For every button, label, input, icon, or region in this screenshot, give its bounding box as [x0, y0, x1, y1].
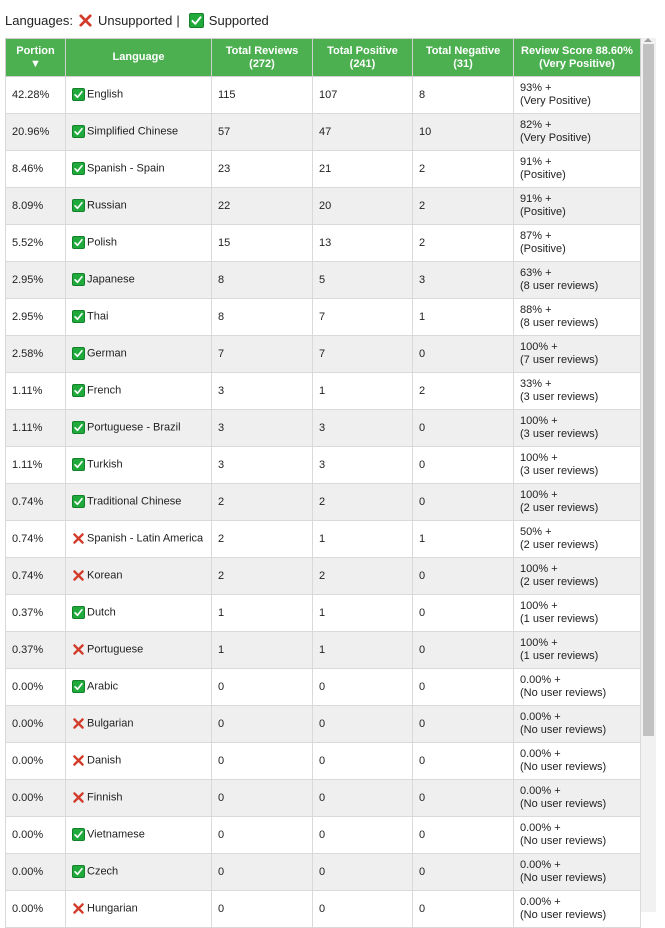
- cell-total-reviews: 0: [212, 854, 313, 891]
- score-rating: (No user reviews): [520, 724, 607, 736]
- check-icon: [72, 236, 85, 249]
- cell-total-positive: 2: [313, 484, 413, 521]
- table-header-row: [6, 39, 641, 77]
- cell-review-score: [514, 669, 641, 706]
- cell-portion: 8.09%: [6, 188, 66, 225]
- check-icon: [72, 421, 85, 434]
- cell-total-positive: 0: [313, 891, 413, 928]
- language-name: Spanish - Latin America: [87, 532, 204, 545]
- cell-total-reviews: 0: [212, 780, 313, 817]
- score-rating: (No user reviews): [520, 761, 607, 773]
- score-rating: (No user reviews): [520, 798, 607, 810]
- score-rating: (8 user reviews): [520, 317, 599, 329]
- cell-total-negative: 0: [413, 669, 514, 706]
- cell-review-score: [514, 854, 641, 891]
- language-name: Vietnamese: [87, 828, 145, 841]
- cell-review-score: [514, 558, 641, 595]
- check-icon: [72, 310, 85, 323]
- cell-total-reviews: 23: [212, 151, 313, 188]
- score-percent: 100% +: [520, 563, 558, 575]
- scrollbar-thumb[interactable]: [643, 44, 654, 736]
- cell-review-score: [514, 817, 641, 854]
- score-percent: 63% +: [520, 267, 552, 279]
- header-total-negative-count: (31): [453, 57, 473, 70]
- table-row: [6, 632, 641, 669]
- cell-total-reviews: 8: [212, 262, 313, 299]
- cell-total-positive: 13: [313, 225, 413, 262]
- cell-portion: 0.00%: [6, 854, 66, 891]
- score-rating: (Very Positive): [520, 132, 591, 144]
- cell-language: [66, 262, 212, 299]
- cell-total-negative: 0: [413, 632, 514, 669]
- cell-review-score: [514, 706, 641, 743]
- score-percent: 0.00% +: [520, 785, 561, 797]
- cell-review-score: [514, 410, 641, 447]
- language-legend: [5, 11, 269, 29]
- score-percent: 100% +: [520, 341, 558, 353]
- cell-review-score: [514, 891, 641, 928]
- cell-portion: 2.58%: [6, 336, 66, 373]
- header-review-score[interactable]: [514, 39, 641, 77]
- language-name: Portuguese - Brazil: [87, 421, 181, 434]
- language-name: Dutch: [87, 606, 116, 619]
- language-name: Portuguese: [87, 643, 144, 656]
- cell-language: [66, 114, 212, 151]
- language-name: Czech: [87, 865, 119, 878]
- cell-review-score: [514, 77, 641, 114]
- cell-total-reviews: 22: [212, 188, 313, 225]
- score-rating: (Positive): [520, 243, 566, 255]
- check-icon: [72, 495, 85, 508]
- cell-total-positive: 7: [313, 299, 413, 336]
- language-name: Japanese: [87, 273, 135, 286]
- score-percent: 100% +: [520, 637, 558, 649]
- cell-total-negative: 0: [413, 410, 514, 447]
- score-rating: (3 user reviews): [520, 465, 599, 477]
- cell-review-score: [514, 447, 641, 484]
- table-body: [6, 77, 641, 928]
- cell-total-reviews: 3: [212, 410, 313, 447]
- score-rating: (7 user reviews): [520, 354, 599, 366]
- cell-portion: 0.00%: [6, 743, 66, 780]
- cell-total-positive: 0: [313, 854, 413, 891]
- cell-language: [66, 891, 212, 928]
- check-icon: [72, 458, 85, 471]
- score-percent: 0.00% +: [520, 859, 561, 871]
- cell-total-negative: 2: [413, 225, 514, 262]
- cell-total-reviews: 0: [212, 706, 313, 743]
- language-name: Danish: [87, 754, 122, 767]
- cell-review-score: [514, 336, 641, 373]
- legend-separator: |: [176, 12, 180, 28]
- cell-total-positive: 1: [313, 632, 413, 669]
- cell-total-positive: 0: [313, 780, 413, 817]
- check-icon: [72, 384, 85, 397]
- language-name: Korean: [87, 569, 123, 582]
- cell-portion: 0.00%: [6, 817, 66, 854]
- score-percent: 91% +: [520, 156, 552, 168]
- cell-total-negative: 10: [413, 114, 514, 151]
- score-rating: (Positive): [520, 206, 566, 218]
- score-percent: 100% +: [520, 415, 558, 427]
- header-review-score-rating: (Very Positive): [539, 57, 615, 70]
- cell-portion: 0.00%: [6, 706, 66, 743]
- legend-supported-label: Supported: [208, 12, 269, 28]
- cell-total-positive: 1: [313, 373, 413, 410]
- cell-review-score: [514, 595, 641, 632]
- scroll-up-arrow-icon[interactable]: [644, 38, 652, 42]
- cell-total-negative: 0: [413, 447, 514, 484]
- cell-total-negative: 0: [413, 780, 514, 817]
- score-percent: 100% +: [520, 452, 558, 464]
- cell-total-negative: 0: [413, 484, 514, 521]
- cell-language: [66, 484, 212, 521]
- score-percent: 0.00% +: [520, 896, 561, 908]
- score-percent: 33% +: [520, 378, 552, 390]
- cell-language: [66, 188, 212, 225]
- table-row: [6, 558, 641, 595]
- score-percent: 0.00% +: [520, 711, 561, 723]
- table-row: [6, 669, 641, 706]
- cell-total-positive: 3: [313, 410, 413, 447]
- language-name: Finnish: [87, 791, 123, 804]
- check-icon: [72, 88, 85, 101]
- cell-language: [66, 743, 212, 780]
- table-row: [6, 188, 641, 225]
- cell-total-reviews: 2: [212, 558, 313, 595]
- cell-total-positive: 0: [313, 743, 413, 780]
- cell-total-negative: 0: [413, 817, 514, 854]
- cell-language: [66, 336, 212, 373]
- cell-total-negative: 0: [413, 558, 514, 595]
- score-percent: 100% +: [520, 489, 558, 501]
- cell-review-score: [514, 262, 641, 299]
- cell-total-positive: 1: [313, 595, 413, 632]
- header-total-positive-label: Total Positive: [327, 44, 398, 57]
- cell-total-reviews: 3: [212, 447, 313, 484]
- cell-portion: 0.74%: [6, 521, 66, 558]
- cell-total-positive: 1: [313, 521, 413, 558]
- cell-language: [66, 558, 212, 595]
- cell-language: [66, 521, 212, 558]
- score-percent: 100% +: [520, 600, 558, 612]
- vertical-scrollbar[interactable]: [641, 38, 656, 912]
- cell-review-score: [514, 151, 641, 188]
- cell-total-reviews: 7: [212, 336, 313, 373]
- score-rating: (Positive): [520, 169, 566, 181]
- header-total-reviews-label: Total Reviews: [225, 44, 299, 57]
- cell-total-positive: 107: [313, 77, 413, 114]
- cell-total-positive: 0: [313, 817, 413, 854]
- cell-language: [66, 854, 212, 891]
- cell-total-negative: 1: [413, 521, 514, 558]
- header-portion-label: Portion: [16, 44, 55, 57]
- language-name: German: [87, 347, 127, 360]
- table-row: [6, 780, 641, 817]
- legend-prefix: Languages:: [5, 12, 73, 28]
- cell-total-reviews: 57: [212, 114, 313, 151]
- cell-language: [66, 817, 212, 854]
- check-icon: [72, 347, 85, 360]
- cell-portion: 0.37%: [6, 595, 66, 632]
- language-name: Spanish - Spain: [87, 162, 165, 175]
- cell-total-reviews: 0: [212, 669, 313, 706]
- table-row: [6, 77, 641, 114]
- cell-review-score: [514, 743, 641, 780]
- cell-total-reviews: 3: [212, 373, 313, 410]
- cell-total-reviews: 1: [212, 595, 313, 632]
- score-rating: (No user reviews): [520, 909, 607, 921]
- table-row: [6, 114, 641, 151]
- cell-portion: 1.11%: [6, 410, 66, 447]
- language-reviews-table-container: [5, 38, 656, 921]
- table-row: [6, 891, 641, 928]
- cell-total-reviews: 8: [212, 299, 313, 336]
- header-total-negative-label: Total Negative: [425, 44, 501, 57]
- table-row: [6, 595, 641, 632]
- x-icon: [78, 13, 93, 28]
- score-rating: (2 user reviews): [520, 502, 599, 514]
- cell-review-score: [514, 373, 641, 410]
- score-percent: 50% +: [520, 526, 552, 538]
- cell-language: [66, 669, 212, 706]
- cell-review-score: [514, 521, 641, 558]
- score-rating: (Very Positive): [520, 95, 591, 107]
- language-name: Arabic: [87, 680, 119, 693]
- score-rating: (1 user reviews): [520, 650, 599, 662]
- cell-total-negative: 1: [413, 299, 514, 336]
- table-row: [6, 410, 641, 447]
- cell-total-reviews: 0: [212, 743, 313, 780]
- table-row: [6, 854, 641, 891]
- header-review-score-label: Review Score 88.60%: [521, 44, 633, 57]
- sort-desc-icon: ▼: [30, 57, 41, 70]
- check-icon: [72, 606, 85, 619]
- language-name: Turkish: [87, 458, 123, 471]
- score-rating: (No user reviews): [520, 872, 607, 884]
- cell-language: [66, 780, 212, 817]
- cell-total-negative: 0: [413, 595, 514, 632]
- score-rating: (2 user reviews): [520, 576, 599, 588]
- table-row: [6, 521, 641, 558]
- cell-portion: 8.46%: [6, 151, 66, 188]
- cell-portion: 1.11%: [6, 447, 66, 484]
- score-rating: (2 user reviews): [520, 539, 599, 551]
- check-icon: [72, 680, 85, 693]
- table-row: [6, 151, 641, 188]
- cell-portion: 0.37%: [6, 632, 66, 669]
- language-name: Thai: [87, 310, 109, 323]
- legend-unsupported-label: Unsupported: [97, 12, 173, 28]
- score-percent: 91% +: [520, 193, 552, 205]
- cell-total-negative: 0: [413, 706, 514, 743]
- score-percent: 87% +: [520, 230, 552, 242]
- cell-total-positive: 47: [313, 114, 413, 151]
- language-name: Polish: [87, 236, 117, 249]
- score-rating: (No user reviews): [520, 835, 607, 847]
- cell-total-negative: 8: [413, 77, 514, 114]
- cell-portion: 2.95%: [6, 262, 66, 299]
- language-name: Russian: [87, 199, 127, 212]
- language-name: Bulgarian: [87, 717, 134, 730]
- cell-total-positive: 3: [313, 447, 413, 484]
- cell-total-positive: 21: [313, 151, 413, 188]
- table-row: [6, 336, 641, 373]
- cell-total-negative: 3: [413, 262, 514, 299]
- cell-total-reviews: 2: [212, 484, 313, 521]
- header-language-label: Language: [112, 51, 165, 63]
- check-icon: [72, 273, 85, 286]
- table-row: [6, 299, 641, 336]
- header-total-negative[interactable]: [413, 39, 514, 77]
- x-icon: [72, 569, 85, 582]
- cell-portion: 1.11%: [6, 373, 66, 410]
- cell-portion: 0.00%: [6, 780, 66, 817]
- cell-total-reviews: 2: [212, 521, 313, 558]
- table-row: [6, 706, 641, 743]
- table-row: [6, 373, 641, 410]
- check-icon: [72, 865, 85, 878]
- cell-language: [66, 151, 212, 188]
- cell-total-positive: 2: [313, 558, 413, 595]
- cell-total-negative: 0: [413, 891, 514, 928]
- language-name: French: [87, 384, 122, 397]
- x-icon: [72, 643, 85, 656]
- x-icon: [72, 754, 85, 767]
- cell-portion: 42.28%: [6, 77, 66, 114]
- check-icon: [72, 828, 85, 841]
- table-row: [6, 225, 641, 262]
- cell-language: [66, 410, 212, 447]
- check-icon: [72, 125, 85, 138]
- cell-total-reviews: 15: [212, 225, 313, 262]
- cell-portion: 0.74%: [6, 484, 66, 521]
- cell-language: [66, 706, 212, 743]
- cell-total-positive: 5: [313, 262, 413, 299]
- score-percent: 0.00% +: [520, 748, 561, 760]
- language-name: English: [87, 88, 124, 101]
- cell-language: [66, 225, 212, 262]
- cell-total-negative: 2: [413, 373, 514, 410]
- cell-language: [66, 632, 212, 669]
- score-percent: 88% +: [520, 304, 552, 316]
- cell-total-negative: 0: [413, 336, 514, 373]
- score-percent: 93% +: [520, 82, 552, 94]
- table-row: [6, 447, 641, 484]
- cell-portion: 5.52%: [6, 225, 66, 262]
- cell-review-score: [514, 299, 641, 336]
- cell-review-score: [514, 188, 641, 225]
- language-name: Traditional Chinese: [87, 495, 182, 508]
- cell-total-positive: 20: [313, 188, 413, 225]
- cell-total-positive: 0: [313, 706, 413, 743]
- check-icon: [72, 199, 85, 212]
- cell-language: [66, 447, 212, 484]
- cell-total-negative: 2: [413, 188, 514, 225]
- check-icon: [189, 13, 204, 28]
- table-row: [6, 817, 641, 854]
- language-name: Hungarian: [87, 902, 138, 915]
- header-total-reviews-count: (272): [249, 57, 275, 70]
- score-rating: (1 user reviews): [520, 613, 599, 625]
- cell-review-score: [514, 632, 641, 669]
- language-name: Simplified Chinese: [87, 125, 179, 138]
- score-percent: 0.00% +: [520, 822, 561, 834]
- cell-total-negative: 0: [413, 854, 514, 891]
- table-row: [6, 484, 641, 521]
- cell-total-reviews: 1: [212, 632, 313, 669]
- header-portion[interactable]: [6, 39, 66, 77]
- x-icon: [72, 532, 85, 545]
- cell-portion: 0.00%: [6, 891, 66, 928]
- cell-total-negative: 2: [413, 151, 514, 188]
- cell-total-reviews: 0: [212, 891, 313, 928]
- x-icon: [72, 717, 85, 730]
- cell-language: [66, 77, 212, 114]
- cell-language: [66, 595, 212, 632]
- header-total-reviews[interactable]: [212, 39, 313, 77]
- cell-portion: 0.00%: [6, 669, 66, 706]
- cell-total-reviews: 115: [212, 77, 313, 114]
- table-row: [6, 262, 641, 299]
- cell-total-positive: 0: [313, 669, 413, 706]
- x-icon: [72, 791, 85, 804]
- header-total-positive-count: (241): [349, 57, 376, 70]
- score-rating: (3 user reviews): [520, 391, 599, 403]
- cell-total-negative: 0: [413, 743, 514, 780]
- score-percent: 0.00% +: [520, 674, 561, 686]
- cell-portion: 20.96%: [6, 114, 66, 151]
- cell-portion: 2.95%: [6, 299, 66, 336]
- check-icon: [72, 162, 85, 175]
- language-reviews-table: [5, 38, 641, 928]
- header-total-positive[interactable]: [313, 39, 413, 77]
- cell-language: [66, 299, 212, 336]
- header-language[interactable]: [66, 39, 212, 77]
- score-percent: 82% +: [520, 119, 552, 131]
- table-row: [6, 743, 641, 780]
- cell-language: [66, 373, 212, 410]
- cell-total-reviews: 0: [212, 817, 313, 854]
- cell-total-positive: 7: [313, 336, 413, 373]
- cell-review-score: [514, 484, 641, 521]
- cell-review-score: [514, 225, 641, 262]
- cell-review-score: [514, 780, 641, 817]
- score-rating: (No user reviews): [520, 687, 607, 699]
- cell-review-score: [514, 114, 641, 151]
- cell-portion: 0.74%: [6, 558, 66, 595]
- score-rating: (8 user reviews): [520, 280, 599, 292]
- x-icon: [72, 902, 85, 915]
- score-rating: (3 user reviews): [520, 428, 599, 440]
